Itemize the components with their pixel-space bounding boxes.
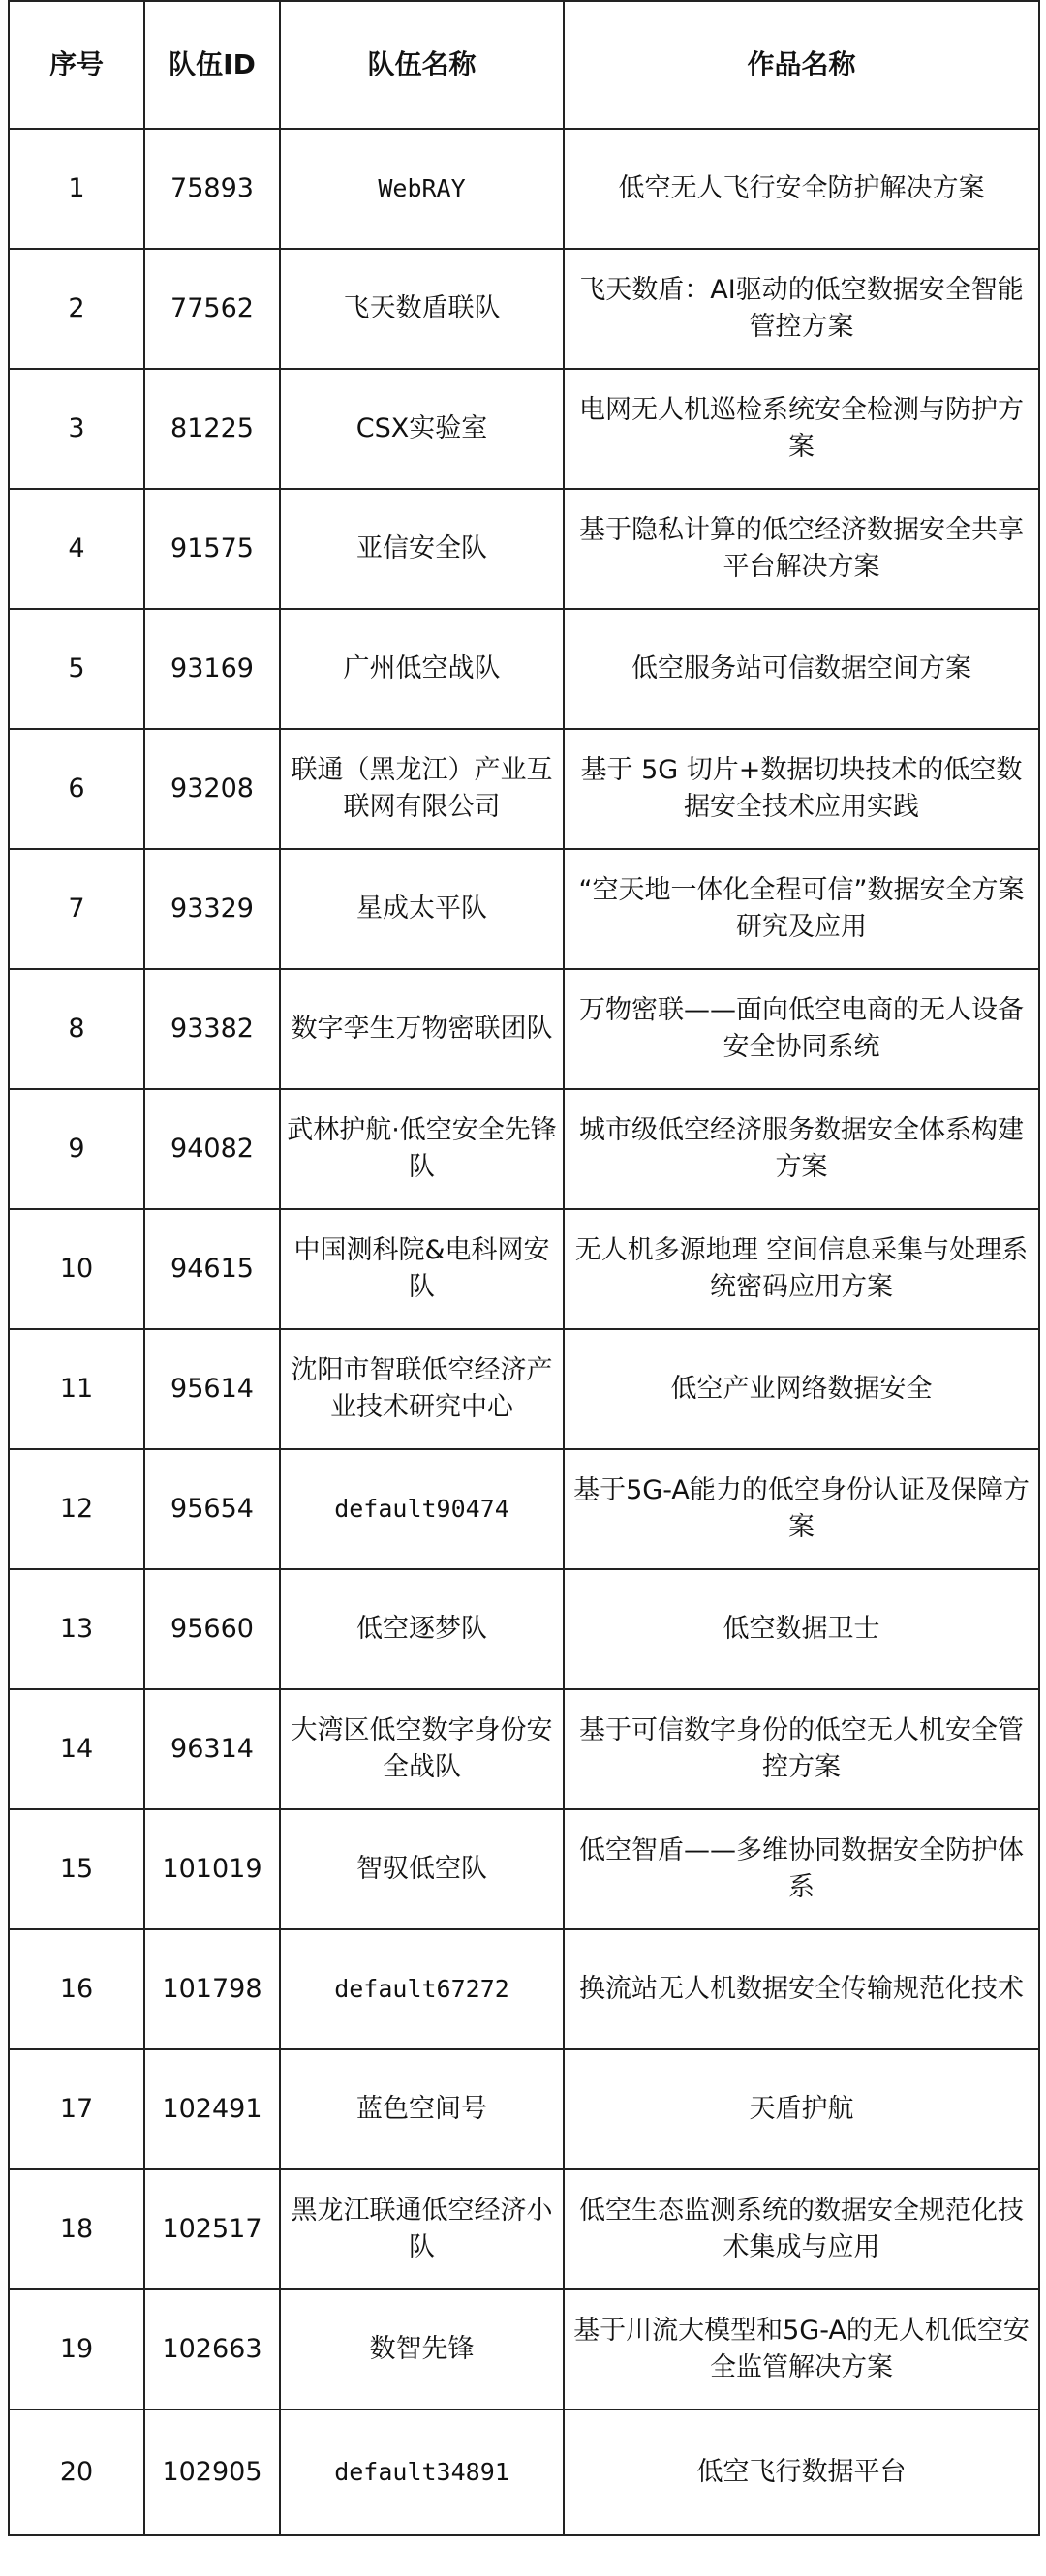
table-row (9, 1449, 1039, 1569)
cell-no: 2 (9, 249, 144, 369)
cell-team-name: 低空逐梦队 (280, 1569, 564, 1689)
cell-work-name: 低空数据卫士 (564, 1569, 1039, 1689)
results-table-wrapper (8, 0, 1038, 2536)
cell-team-id: 93329 (144, 849, 280, 969)
cell-no: 20 (9, 2409, 144, 2535)
table-row (9, 1209, 1039, 1329)
cell-no: 3 (9, 369, 144, 489)
table-row (9, 2049, 1039, 2169)
cell-work-name: 基于5G-A能力的低空身份认证及保障方案 (564, 1449, 1039, 1569)
cell-team-name: 星成太平队 (280, 849, 564, 969)
cell-team-id: 95660 (144, 1569, 280, 1689)
cell-team-id: 101798 (144, 1929, 280, 2049)
cell-no: 12 (9, 1449, 144, 1569)
cell-work-name: 基于 5G 切片+数据切块技术的低空数据安全技术应用实践 (564, 729, 1039, 849)
cell-no: 10 (9, 1209, 144, 1329)
cell-team-name: 黑龙江联通低空经济小队 (280, 2169, 564, 2289)
cell-team-name: 沈阳市智联低空经济产业技术研究中心 (280, 1329, 564, 1449)
cell-work-name: 低空无人飞行安全防护解决方案 (564, 129, 1039, 249)
table-row (9, 129, 1039, 249)
cell-team-id: 102517 (144, 2169, 280, 2289)
cell-team-id: 95654 (144, 1449, 280, 1569)
cell-team-id: 94615 (144, 1209, 280, 1329)
table-row (9, 969, 1039, 1089)
cell-team-id: 75893 (144, 129, 280, 249)
cell-team-name: 大湾区低空数字身份安全战队 (280, 1689, 564, 1809)
cell-team-name: default90474 (280, 1449, 564, 1569)
cell-work-name: 基于川流大模型和5G-A的无人机低空安全监管解决方案 (564, 2289, 1039, 2409)
cell-team-name: 智驭低空队 (280, 1809, 564, 1929)
cell-work-name: 低空智盾——多维协同数据安全防护体系 (564, 1809, 1039, 1929)
cell-work-name: 低空生态监测系统的数据安全规范化技术集成与应用 (564, 2169, 1039, 2289)
cell-team-name: 联通（黑龙江）产业互联网有限公司 (280, 729, 564, 849)
cell-team-name: 飞天数盾联队 (280, 249, 564, 369)
table-row (9, 849, 1039, 969)
cell-team-name: WebRAY (280, 129, 564, 249)
cell-team-id: 94082 (144, 1089, 280, 1209)
cell-team-id: 77562 (144, 249, 280, 369)
header-work-name: 作品名称 (564, 1, 1039, 129)
cell-work-name: 换流站无人机数据安全传输规范化技术 (564, 1929, 1039, 2049)
cell-team-id: 91575 (144, 489, 280, 609)
cell-work-name: 基于隐私计算的低空经济数据安全共享平台解决方案 (564, 489, 1039, 609)
cell-work-name: “空天地一体化全程可信”数据安全方案研究及应用 (564, 849, 1039, 969)
cell-team-id: 102663 (144, 2289, 280, 2409)
table-row (9, 249, 1039, 369)
cell-work-name: 低空飞行数据平台 (564, 2409, 1039, 2535)
cell-work-name: 低空产业网络数据安全 (564, 1329, 1039, 1449)
cell-work-name: 无人机多源地理 空间信息采集与处理系统密码应用方案 (564, 1209, 1039, 1329)
table-row (9, 489, 1039, 609)
cell-team-id: 93169 (144, 609, 280, 729)
cell-no: 17 (9, 2049, 144, 2169)
table-body (9, 129, 1039, 2535)
cell-team-id: 101019 (144, 1809, 280, 1929)
cell-team-name: 数字孪生万物密联团队 (280, 969, 564, 1089)
cell-team-name: CSX实验室 (280, 369, 564, 489)
cell-work-name: 低空服务站可信数据空间方案 (564, 609, 1039, 729)
cell-team-name: 广州低空战队 (280, 609, 564, 729)
table-row (9, 369, 1039, 489)
table-row (9, 1569, 1039, 1689)
cell-team-name: 亚信安全队 (280, 489, 564, 609)
cell-team-name: 数智先锋 (280, 2289, 564, 2409)
cell-team-name: 武林护航·低空安全先锋队 (280, 1089, 564, 1209)
cell-no: 9 (9, 1089, 144, 1209)
cell-team-id: 93382 (144, 969, 280, 1089)
cell-work-name: 飞天数盾：AI驱动的低空数据安全智能管控方案 (564, 249, 1039, 369)
cell-team-id: 95614 (144, 1329, 280, 1449)
table-row (9, 1689, 1039, 1809)
table-row (9, 2409, 1039, 2535)
cell-no: 15 (9, 1809, 144, 1929)
table-row (9, 1809, 1039, 1929)
table-row (9, 609, 1039, 729)
cell-team-id: 102905 (144, 2409, 280, 2535)
cell-no: 19 (9, 2289, 144, 2409)
cell-no: 1 (9, 129, 144, 249)
cell-work-name: 电网无人机巡检系统安全检测与防护方案 (564, 369, 1039, 489)
header-no: 序号 (9, 1, 144, 129)
cell-team-id: 102491 (144, 2049, 280, 2169)
cell-no: 18 (9, 2169, 144, 2289)
cell-no: 16 (9, 1929, 144, 2049)
table-row (9, 729, 1039, 849)
header-row (9, 1, 1039, 129)
cell-team-name: 中国测科院&电科网安队 (280, 1209, 564, 1329)
cell-no: 7 (9, 849, 144, 969)
cell-work-name: 城市级低空经济服务数据安全体系构建方案 (564, 1089, 1039, 1209)
cell-no: 8 (9, 969, 144, 1089)
cell-team-name: default67272 (280, 1929, 564, 2049)
cell-team-name: default34891 (280, 2409, 564, 2535)
cell-team-name: 蓝色空间号 (280, 2049, 564, 2169)
cell-no: 13 (9, 1569, 144, 1689)
cell-no: 11 (9, 1329, 144, 1449)
cell-no: 5 (9, 609, 144, 729)
cell-team-id: 96314 (144, 1689, 280, 1809)
header-team-id: 队伍ID (144, 1, 280, 129)
cell-no: 6 (9, 729, 144, 849)
table-row (9, 1329, 1039, 1449)
table-row (9, 2289, 1039, 2409)
cell-work-name: 万物密联——面向低空电商的无人设备安全协同系统 (564, 969, 1039, 1089)
cell-no: 14 (9, 1689, 144, 1809)
cell-team-id: 93208 (144, 729, 280, 849)
results-table (8, 0, 1040, 2536)
cell-no: 4 (9, 489, 144, 609)
table-row (9, 1929, 1039, 2049)
table-header (9, 1, 1039, 129)
table-row (9, 1089, 1039, 1209)
cell-team-id: 81225 (144, 369, 280, 489)
cell-work-name: 基于可信数字身份的低空无人机安全管控方案 (564, 1689, 1039, 1809)
table-row (9, 2169, 1039, 2289)
cell-work-name: 天盾护航 (564, 2049, 1039, 2169)
header-team-name: 队伍名称 (280, 1, 564, 129)
